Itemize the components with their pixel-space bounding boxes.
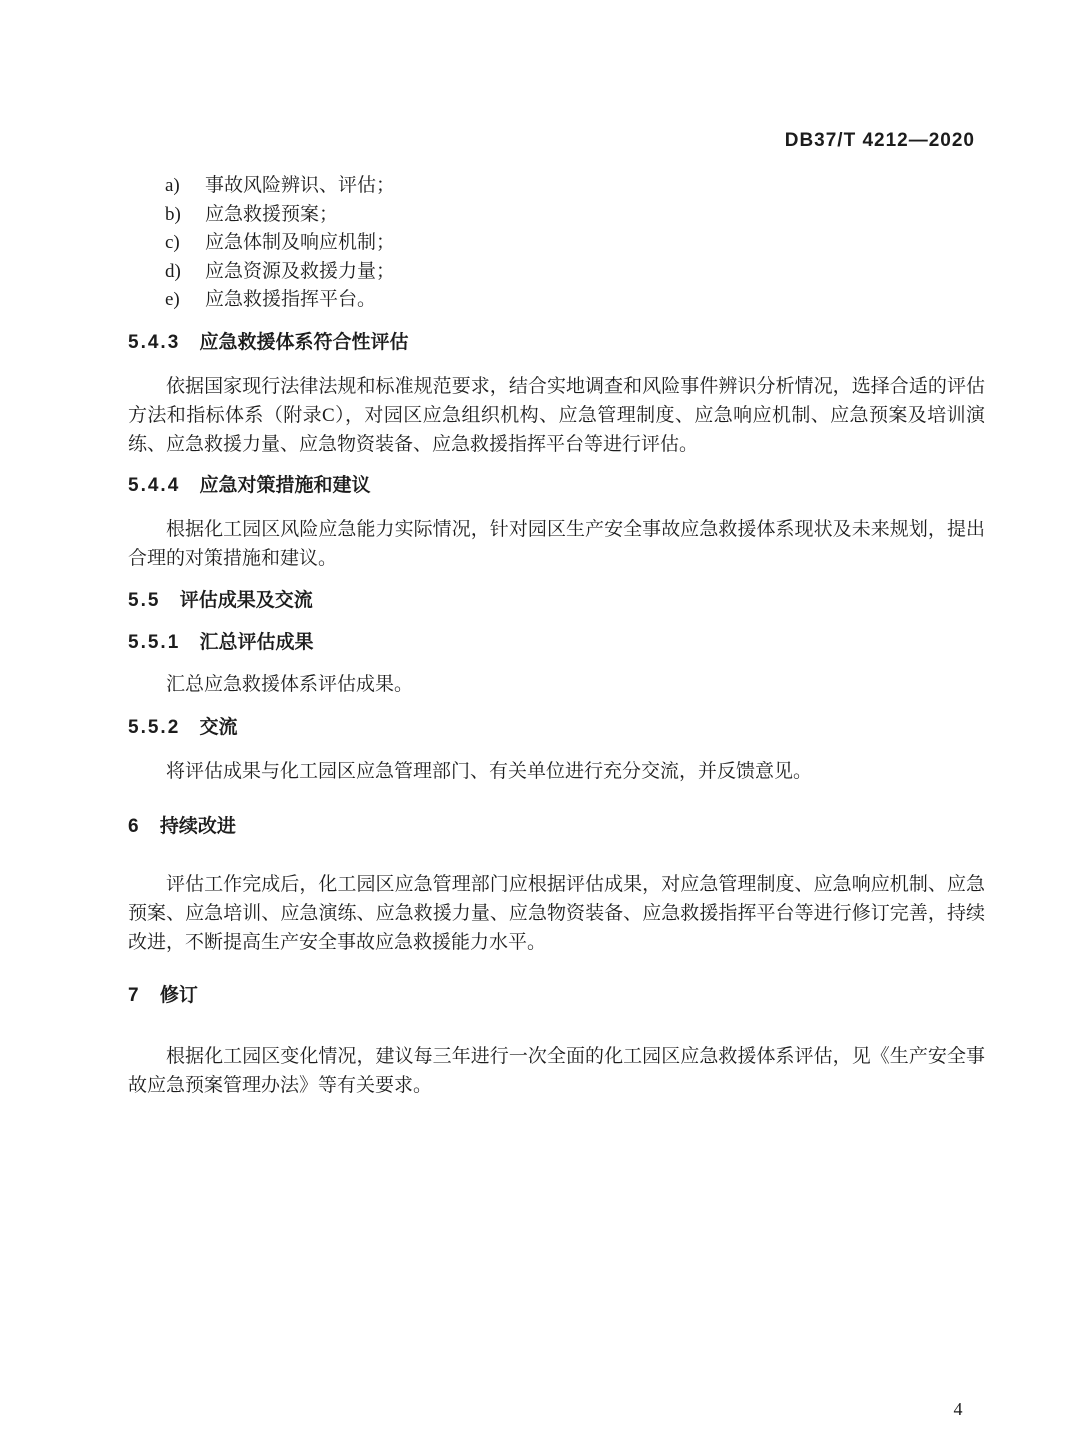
list-item-label: a) [165, 175, 180, 196]
section-paragraph: 评估工作完成后，化工园区应急管理部门应根据评估成果，对应急管理制度、应急响应机制、应急预案、应急培训、应急演练、应急救援力量、应急物资装备、应急救援指挥平台等进行修订完善，持续改进，不断提高生产安全事故应急救援能力水平。 [128, 874, 985, 953]
list-item [165, 201, 395, 230]
section-heading-7 [128, 984, 198, 1008]
page-number: 4 [953, 1399, 963, 1419]
section-number: 5.5 [128, 590, 161, 611]
section-number: 7 [128, 985, 141, 1006]
list-item [165, 286, 395, 315]
section-heading-5-5-2 [128, 716, 238, 740]
list-item-label: b) [165, 203, 181, 225]
section-paragraph: 汇总应急救援体系评估成果。 [166, 674, 414, 695]
section-paragraph: 依据国家现行法律法规和标准规范要求，结合实地调查和风险事件辨识分析情况，选择合适的评估方法和指标体系（附录C），对园区应急组织机构、应急管理制度、应急响应机制、应急预案及培训演练、应急救援力量、应急物资装备、应急救援指挥平台等进行评估。 [128, 376, 985, 455]
list-item-text: 事故风险辨识、评估； [205, 175, 396, 196]
list-item-label: e) [165, 289, 180, 311]
section-title: 持续改进 [159, 816, 236, 837]
list-item-text: 应急救援预案； [205, 203, 339, 225]
list-item-label: c) [165, 232, 180, 254]
section-number: 5.5.2 [128, 717, 181, 738]
list-item [165, 258, 395, 287]
section-heading-6 [128, 815, 236, 839]
section-title: 应急对策措施和建议 [199, 475, 371, 496]
section-title: 评估成果及交流 [179, 590, 313, 611]
section-title: 修订 [159, 985, 198, 1006]
section-number: 6 [128, 816, 141, 837]
list-item-text: 应急资源及救援力量； [205, 260, 396, 282]
section-heading-5-5 [128, 589, 313, 613]
section-title: 交流 [199, 717, 238, 738]
section-heading-5-4-3 [128, 331, 409, 355]
section-title: 应急救援体系符合性评估 [199, 332, 409, 353]
section-paragraph: 将评估成果与化工园区应急管理部门、有关单位进行充分交流，并反馈意见。 [166, 761, 813, 782]
section-heading-5-4-4 [128, 474, 371, 498]
list-item-label: d) [165, 260, 181, 282]
section-paragraph: 根据化工园区变化情况，建议每三年进行一次全面的化工园区应急救援体系评估，见《生产安全事故应急预案管理办法》等有关要求。 [128, 1046, 985, 1096]
section-title: 汇总评估成果 [199, 632, 314, 653]
list-item [165, 229, 395, 258]
section-number: 5.4.3 [128, 332, 181, 353]
ordered-list [165, 172, 395, 315]
standard-code-header: DB37/T 4212—2020 [784, 130, 975, 151]
section-number: 5.5.1 [128, 632, 181, 653]
list-item-text: 应急救援指挥平台。 [205, 289, 377, 311]
section-heading-5-5-1 [128, 631, 314, 655]
section-number: 5.4.4 [128, 475, 181, 496]
section-paragraph: 根据化工园区风险应急能力实际情况，针对园区生产安全事故应急救援体系现状及未来规划，提出合理的对策措施和建议。 [128, 519, 985, 569]
list-item-text: 应急体制及响应机制； [205, 232, 396, 254]
list-item [165, 172, 395, 201]
